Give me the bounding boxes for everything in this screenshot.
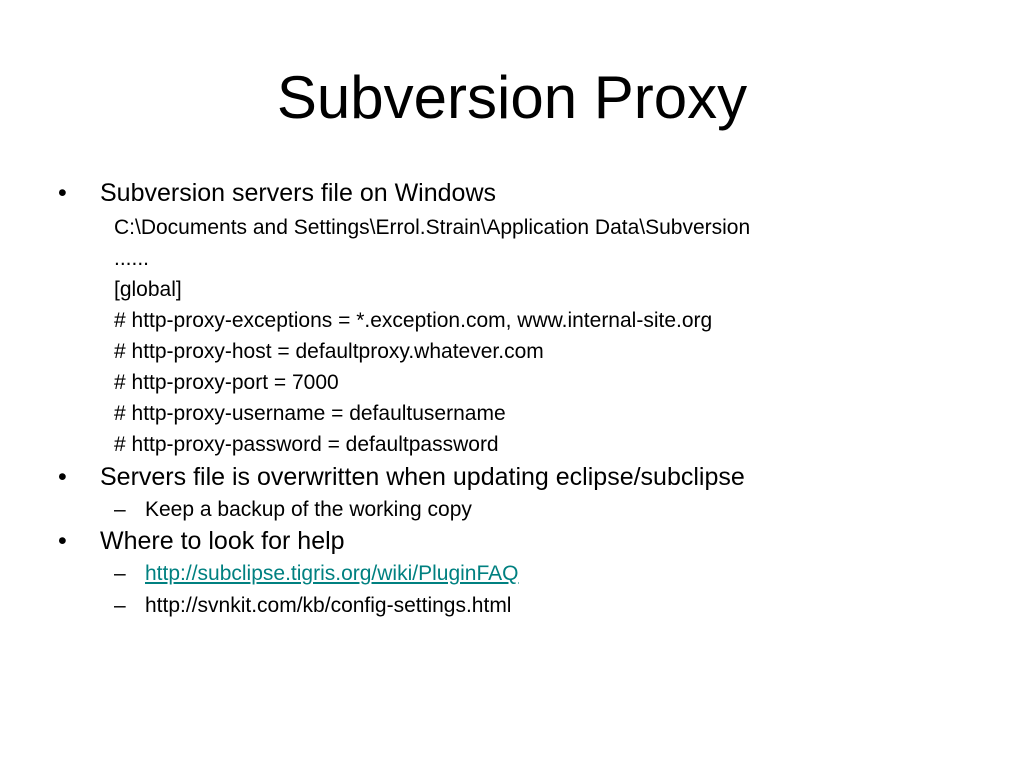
dash-icon: – — [114, 498, 126, 521]
bullet-item-servers-file — [58, 178, 998, 212]
config-line-path: C:\Documents and Settings\Errol.Strain\Application Data\Subversion — [114, 216, 751, 239]
subitem-backup — [58, 494, 998, 526]
bullet-item-help — [58, 526, 998, 558]
dash-icon: – — [114, 594, 126, 617]
bullet-icon: • — [58, 463, 67, 491]
bullet-text: Servers file is overwritten when updating eclipse/subclipse — [100, 463, 745, 491]
config-line-proxy-host: # http-proxy-host = defaultproxy.whatever.com — [114, 340, 544, 363]
bullet-text: Where to look for help — [100, 527, 345, 555]
bullet-icon: • — [58, 179, 67, 207]
config-line-proxy-password: # http-proxy-password = defaultpassword — [114, 433, 499, 456]
subitem-text: Keep a backup of the working copy — [145, 498, 472, 521]
subitem-svnkit-url — [58, 590, 998, 622]
bullet-icon: • — [58, 527, 67, 555]
subclipse-faq-link[interactable]: http://subclipse.tigris.org/wiki/PluginFAQ — [145, 562, 519, 585]
slide-title: Subversion Proxy — [276, 64, 748, 131]
dash-icon: – — [114, 562, 126, 585]
config-line-proxy-port: # http-proxy-port = 7000 — [114, 371, 339, 394]
config-line-ellipsis: ...... — [114, 247, 150, 270]
config-line-proxy-username: # http-proxy-username = defaultusername — [114, 402, 506, 425]
bullet-text: Subversion servers file on Windows — [100, 179, 496, 207]
subitem-subclipse-link — [58, 558, 998, 590]
config-line-proxy-exceptions: # http-proxy-exceptions = *.exception.com, www.internal-site.org — [114, 309, 713, 332]
config-line-global: [global] — [114, 278, 182, 301]
bullet-item-overwritten — [58, 462, 998, 494]
svnkit-url-text: http://svnkit.com/kb/config-settings.html — [145, 594, 512, 617]
slide-content — [58, 178, 998, 622]
